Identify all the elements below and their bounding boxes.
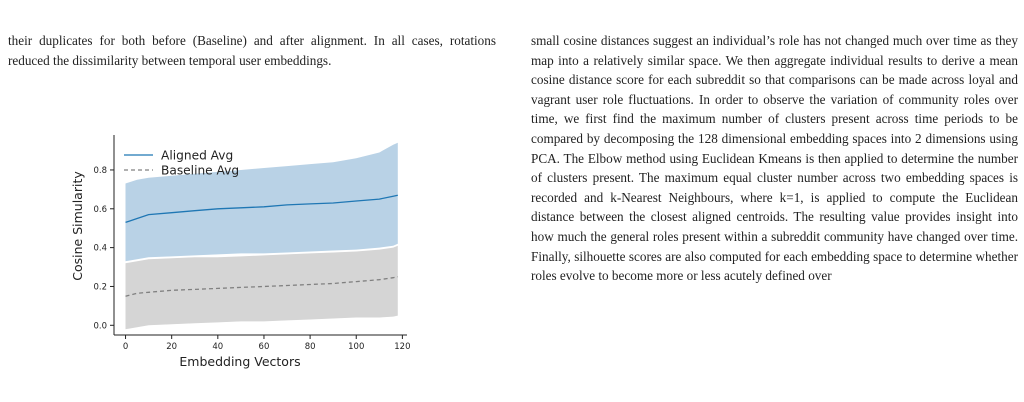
y-axis-label: Cosine Simularity [70, 171, 85, 281]
legend-label-aligned: Aligned Avg [161, 148, 234, 163]
right-paragraph: small cosine distances suggest an individual’s role has not changed much over time as they map into a relatively similar space. We then aggregate individual results to derive a mean cosine distance score for each subreddit so that comparisons can be made across loyal and vagrant user role fluctuations. In order to observe the variation of community roles over time, we first find the maximum number of clusters present across time periods to be compared by decomposing the 128 dimensional embedding spaces into 2 dimensions using PCA. The Elbow method using Euclidean Kmeans is then applied to determine the number of clusters present. The maximum equal cluster number across two embedding spaces is recorded and k-Nearest Neighbours, where k=1, is applied to compute the Euclidean distance between the closest aligned centroids. The resulting value provides insight into how much the general roles present within a subreddit community have changed over time. Finally, silhouette scores are also computed for each embedding space to determine whether roles evolve to become more or less acutely defined over [531, 33, 1018, 284]
band-baseline [126, 246, 398, 330]
right-column [531, 31, 1018, 286]
y-tick-label: 0.4 [93, 243, 107, 254]
y-tick-label: 0.6 [93, 204, 107, 215]
legend-label-baseline: Baseline Avg [161, 163, 240, 178]
x-tick-label: 80 [304, 342, 316, 352]
legend [124, 149, 239, 178]
x-tick-label: 60 [258, 342, 270, 352]
x-axis-label: Embedding Vectors [179, 354, 301, 369]
y-tick-label: 0.0 [93, 321, 107, 332]
left-column [8, 31, 496, 70]
y-tick-label: 0.2 [93, 282, 107, 293]
x-tick-label: 40 [212, 342, 224, 352]
x-tick-label: 100 [348, 342, 365, 352]
cosine-similarity-chart [66, 131, 436, 386]
y-tick-label: 0.8 [93, 165, 107, 176]
x-tick-label: 20 [166, 342, 178, 352]
left-paragraph: their duplicates for both before (Baseline) and after alignment. In all cases, rotations reduced the dissimilarity between temporal user embeddings. [8, 33, 496, 68]
x-tick-label: 0 [122, 342, 129, 352]
x-tick-label: 120 [394, 342, 411, 352]
